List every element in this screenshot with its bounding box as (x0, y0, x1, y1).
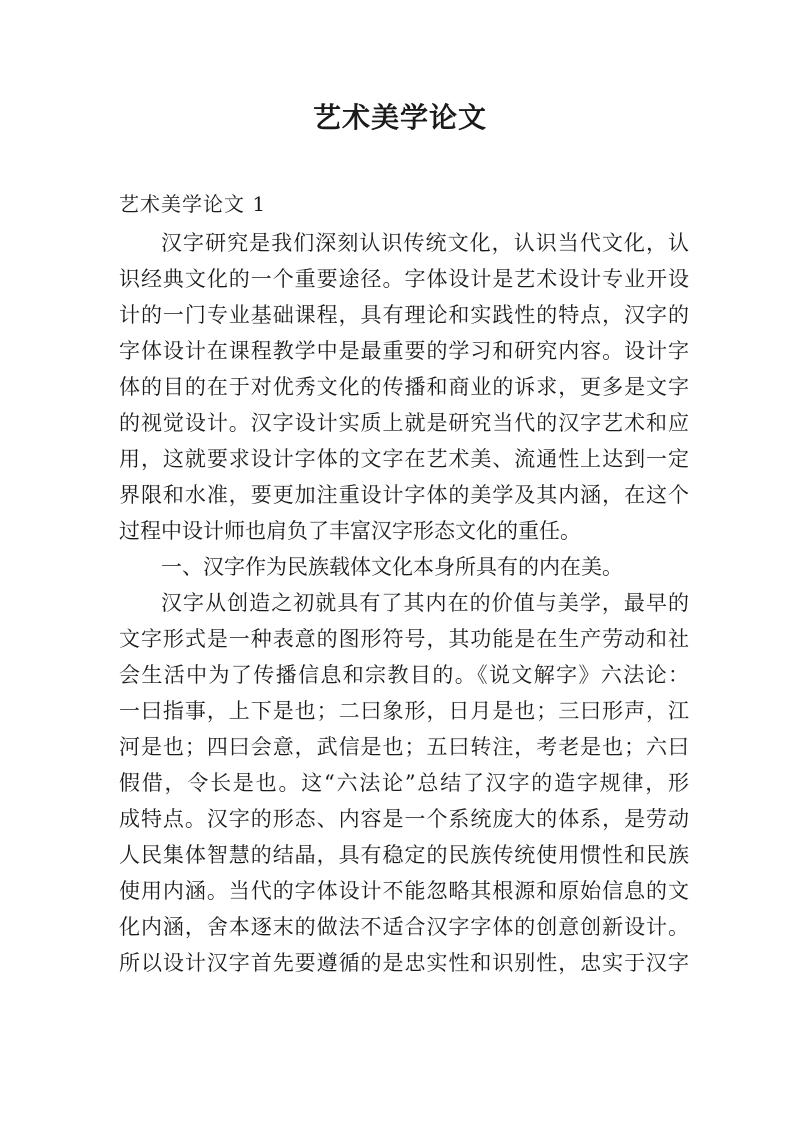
text-line: 体的目的在于对优秀文化的传播和商业的诉求，更多是文字 (119, 375, 689, 399)
text-line: 会生活中为了传播信息和宗教目的。《说文解字》六法论： (119, 663, 689, 687)
text-line: 汉字研究是我们深刻认识传统文化，认识当代文化，认 (161, 231, 689, 255)
text-line: 字体设计在课程教学中是最重要的学习和研究内容。设计字 (119, 339, 689, 363)
text-line: 成特点。汉字的形态、内容是一个系统庞大的体系，是劳动 (119, 807, 689, 831)
document-title: 艺术美学论文 (312, 101, 487, 134)
text-line: 界限和水准，要更加注重设计字体的美学及其内涵，在这个 (119, 483, 689, 507)
text-line: 使用内涵。当代的字体设计不能忽略其根源和原始信息的文 (119, 879, 689, 903)
text-line: 过程中设计师也肩负了丰富汉字形态文化的重任。 (119, 519, 581, 543)
text-line: 汉字从创造之初就具有了其内在的价值与美学，最早的 (161, 591, 689, 615)
text-line: 用，这就要求设计字体的文字在艺术美、流通性上达到一定 (119, 447, 689, 471)
text-line: 一曰指事，上下是也；二曰象形，日月是也；三曰形声，江 (119, 699, 689, 723)
text-line: 假借，令长是也。这“六法论”总结了汉字的造字规律，形 (119, 771, 689, 795)
body-paragraphs (119, 225, 689, 981)
text-line: 计的一门专业基础课程，具有理论和实践性的特点，汉字的 (119, 303, 689, 327)
text-line: 河是也；四曰会意，武信是也；五曰转注，考老是也；六曰 (119, 735, 689, 759)
text-line: 化内涵，舍本逐末的做法不适合汉字字体的创意创新设计。 (119, 915, 689, 939)
text-line: 人民集体智慧的结晶，具有稳定的民族传统使用惯性和民族 (119, 843, 689, 867)
text-line: 识经典文化的一个重要途径。字体设计是艺术设计专业开设 (119, 267, 689, 291)
text-line: 一、汉字作为民族载体文化本身所具有的内在美。 (161, 555, 623, 579)
section-heading: 艺术美学论文 1 (119, 192, 267, 216)
text-line: 的视觉设计。汉字设计实质上就是研究当代的汉字艺术和应 (119, 411, 689, 435)
text-line: 所以设计汉字首先要遵循的是忠实性和识别性，忠实于汉字 (119, 951, 689, 975)
text-line: 文字形式是一种表意的图形符号，其功能是在生产劳动和社 (119, 627, 689, 651)
